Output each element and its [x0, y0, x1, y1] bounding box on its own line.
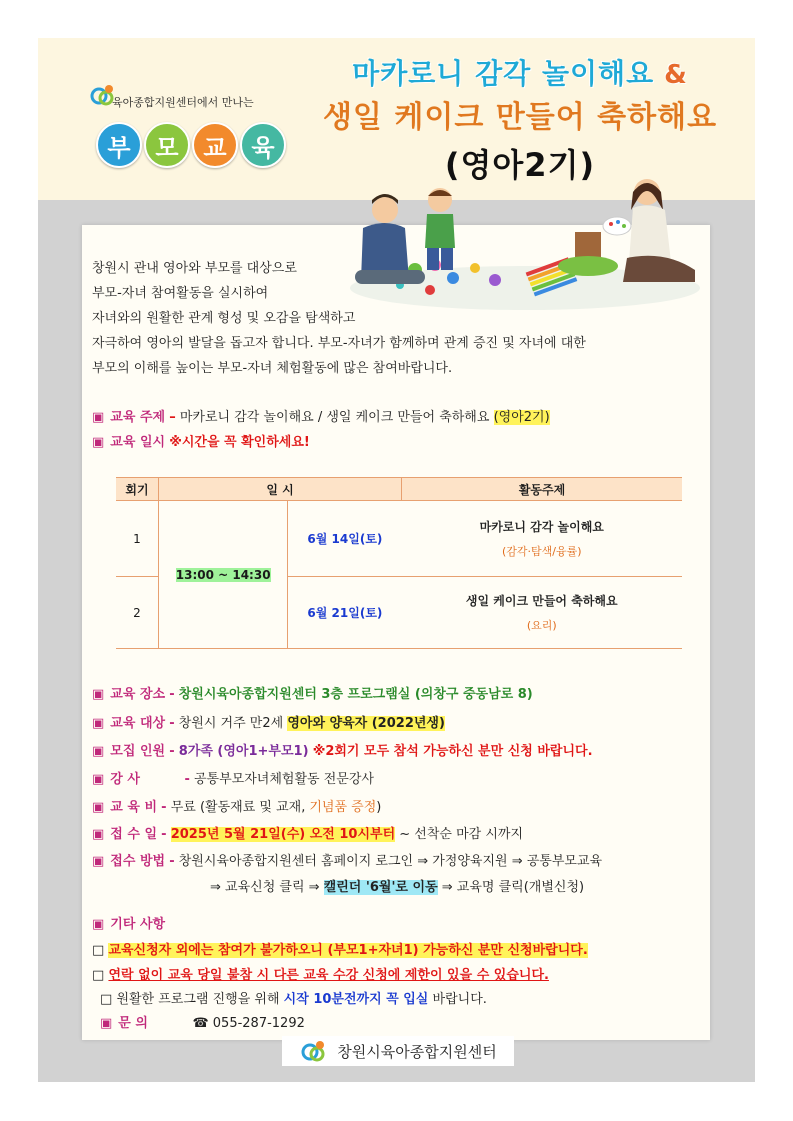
intro-line: 자녀와의 원활한 관계 형성 및 오감을 탐색하고: [92, 311, 356, 326]
method-line-2: [210, 876, 584, 895]
parent-education-badges: [96, 122, 286, 168]
marker-icon: ▣: [92, 687, 105, 702]
misc-text-3b: 바랍니다.: [432, 992, 487, 1007]
intro-line: 자극하여 영아의 발달을 돕고자 합니다. 부모-자녀가 함께하며 관계 증진 및 자녀에 대한: [92, 336, 586, 351]
misc-item-2: [92, 964, 549, 983]
fee-gift: 기념품 증정: [309, 800, 377, 815]
marker-icon: ▣: [100, 1016, 113, 1031]
session-date: 6월 14일(토): [307, 532, 383, 546]
method-line-1: ▣ 접수 방법 - 창원시육아종합지원센터 홈페이지 로그인 ⇒ 가정양육지원 ⇒ 공통부모교육: [92, 854, 603, 869]
badge-gyo: 교: [192, 122, 238, 168]
title-line-2: 생일 케이크 만들어 축하해요: [322, 100, 718, 135]
fee-close: ): [376, 800, 382, 815]
marker-icon: ▣: [92, 772, 105, 787]
header-topic: 활동주제: [402, 478, 683, 501]
schedule-note: ※시간을 꼭 확인하세요!: [169, 435, 310, 450]
intro-paragraph: [92, 256, 586, 381]
footer-org: [282, 1036, 514, 1066]
misc-label: 기타 사항: [110, 917, 166, 932]
footer-org-name: 창원시육아종합지원센터: [337, 1042, 497, 1061]
session-date: 6월 21일(토): [307, 606, 383, 620]
place-line: ▣ 교육 장소 - 창원시육아종합지원센터 3층 프로그램실 (의창구 중동남로 8): [92, 687, 533, 702]
table-row: [116, 501, 682, 577]
subject-dash: –: [169, 410, 176, 425]
header-datetime: 일 시: [159, 478, 402, 501]
session-subtopic: (요리): [526, 619, 557, 632]
method-text-2b: ⇒ 교육명 클릭(개별신청): [441, 880, 585, 895]
place-label: 교육 장소: [110, 687, 166, 702]
fee-label: 교 육 비: [110, 800, 158, 815]
marker-icon: ▣: [92, 435, 105, 450]
misc-text-3-highlight: 시작 10분전까지 꼭 입실: [283, 992, 429, 1007]
checkbox-icon: □: [92, 943, 105, 958]
contact-label: 문 의: [118, 1016, 148, 1031]
badge-yuk: 육: [240, 122, 286, 168]
schedule-label: 교육 일시: [110, 435, 166, 450]
date-cell: [288, 577, 402, 649]
reception-highlight: 2025년 5월 21일(수) 오전 10시부터: [170, 827, 396, 842]
contact-line: [100, 1012, 305, 1031]
intro-line: 부모의 이해를 높이는 부모-자녀 체험활동에 많은 참여바랍니다.: [92, 361, 453, 376]
misc-text-2: 연락 없이 교육 당일 불참 시 다른 교육 수강 신청에 제한이 있을 수 있습니다.: [108, 968, 549, 983]
contact-phone[interactable]: 055-287-1292: [212, 1016, 305, 1031]
target-line: ▣ 교육 대상 - 창원시 거주 만2세 영아와 양육자 (2022년생): [92, 716, 445, 731]
recruit-note: ※2회기 모두 참석 가능하신 분만 신청 바랍니다.: [312, 744, 593, 759]
reception-label: 접 수 일: [110, 827, 158, 842]
instructor-line: ▣ 강 사 - 공통부모자녀체험활동 전문강사: [92, 768, 374, 787]
session-subtopic: (감각·탐색/융률): [501, 545, 582, 558]
recruit-label: 모집 인원: [110, 744, 166, 759]
marker-icon: ▣: [92, 800, 105, 815]
marker-icon: ▣: [92, 410, 105, 425]
fee-text: 무료 (활동재료 및 교재,: [170, 800, 306, 815]
method-text-2a: ⇒ 교육신청 클릭 ⇒: [210, 880, 320, 895]
topic-cell: [402, 501, 683, 577]
topic-cell: [402, 577, 683, 649]
misc-item-1: [92, 939, 588, 958]
target-highlight: 영아와 양육자 (2022년생): [287, 716, 445, 731]
intro-line: 부모-자녀 참여활동을 실시하여: [92, 286, 269, 301]
checkbox-icon: □: [100, 992, 113, 1007]
fee-line: ▣ 교 육 비 - 무료 (활동재료 및 교재, 기념품 증정): [92, 800, 382, 815]
schedule-heading: [92, 431, 310, 450]
target-text: 창원시 거주 만2세: [178, 716, 284, 731]
phone-icon: ☎: [192, 1016, 209, 1031]
table-header-row: [116, 478, 682, 501]
title-text-1: 마카로니 감각 놀이해요: [352, 57, 655, 90]
title-ampersand: &: [664, 60, 688, 90]
schedule-table: [116, 477, 682, 649]
recruit-text: 8가족 (영아1+부모1): [178, 744, 309, 759]
intro-line: 창원시 관내 영아와 부모를 대상으로: [92, 261, 297, 276]
org-tagline: 육아종합지원센터에서 만나는: [112, 96, 254, 109]
instructor-text: 공통부모자녀체험활동 전문강사: [193, 772, 374, 787]
target-label: 교육 대상: [110, 716, 166, 731]
badge-bu: 부: [96, 122, 142, 168]
center-logo-icon: [299, 1038, 329, 1064]
place-text: 창원시육아종합지원센터 3층 프로그램실 (의창구 중동남로 8): [178, 687, 533, 702]
misc-text-3a: 원활한 프로그램 진행을 위해: [116, 992, 280, 1007]
title-line-1: [300, 52, 740, 92]
title-line-3: (영아2기): [444, 146, 596, 184]
subject-line: [92, 406, 550, 425]
method-text-2-highlight: 캘린더 '6월'로 이동: [323, 880, 438, 895]
session-number: 2: [116, 577, 159, 649]
checkbox-icon: □: [92, 968, 105, 983]
time-cell: [159, 501, 288, 649]
misc-text-1: 교육신청자 외에는 참여가 불가하오니 (부모1+자녀1) 가능하신 분만 신청바랍니다.: [108, 943, 588, 958]
method-text-1: 창원시육아종합지원센터 홈페이지 로그인 ⇒ 가정양육지원 ⇒ 공통부모교육: [178, 854, 603, 869]
mother-figure: [623, 179, 695, 282]
date-cell: [288, 501, 402, 577]
subject-text: 마카로니 감각 놀이해요 / 생일 케이크 만들어 축하해요: [179, 410, 490, 425]
marker-icon: ▣: [92, 716, 105, 731]
marker-icon: ▣: [92, 854, 105, 869]
recruit-line: ▣ 모집 인원 - 8가족 (영아1+부모1) ※2회기 모두 참석 가능하신 분만 신청 바랍니다.: [92, 744, 593, 759]
session-time: 13:00 ~ 14:30: [175, 567, 271, 582]
header-session: 회기: [116, 478, 159, 501]
session-topic: 생일 케이크 만들어 축하해요: [465, 594, 618, 608]
session-topic: 마카로니 감각 놀이해요: [479, 520, 604, 534]
session-number: 1: [116, 501, 159, 577]
marker-icon: ▣: [92, 827, 105, 842]
reception-text: ~ 선착순 마감 시까지: [399, 827, 524, 842]
method-label: 접수 방법: [110, 854, 166, 869]
instructor-label: 강 사: [110, 772, 140, 787]
subject-tag: (영아2기): [493, 410, 550, 425]
palette-icon: [603, 217, 631, 235]
subject-label: 교육 주제: [110, 410, 166, 425]
marker-icon: ▣: [92, 744, 105, 759]
badge-mo: 모: [144, 122, 190, 168]
misc-item-3: [100, 988, 487, 1007]
reception-line: ▣ 접 수 일 - 2025년 5월 21일(수) 오전 10시부터 ~ 선착순 마감 시까지: [92, 827, 524, 842]
misc-heading: [92, 913, 165, 932]
marker-icon: ▣: [92, 917, 105, 932]
